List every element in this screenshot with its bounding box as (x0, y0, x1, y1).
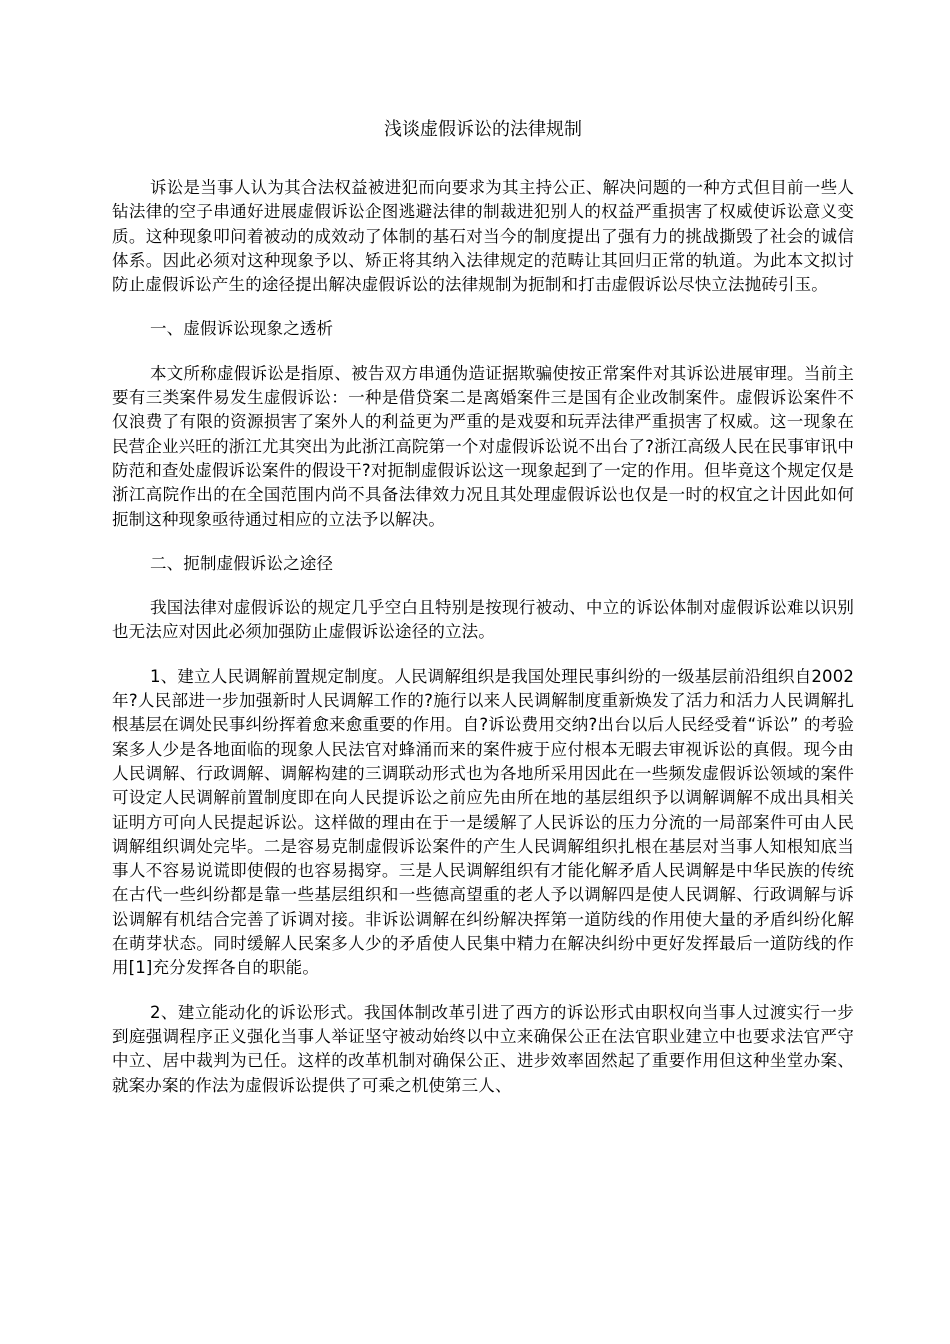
section-heading-2: 二、扼制虚假诉讼之途径 (150, 553, 334, 573)
intro-paragraph: 诉讼是当事人认为其合法权益被进犯而向要求为其主持公正、解决问题的一种方式但目前一些人钻法律的空子串通好进展虚假诉讼企图逃避法律的制裁进犯别人的权益严重损害了权威使诉讼意义变质。这种现象叩问着被动的成效动了体制的基石对当今的制度提出了强有力的挑战撕毁了社会的诚信体系。因此必须对这种现象予以、矫正将其纳入法律规定的范畴让其回归正常的轨道。为此本文拟讨防止虚假诉讼产生的途径提出解决虚假诉讼的法律规制为扼制和打击虚假诉讼尽快立法抛砖引玉。 (112, 178, 854, 295)
section-1-paragraph: 本文所称虚假诉讼是指原、被告双方串通伪造证据欺骗使按正常案件对其诉讼进展审理。当前主要有三类案件易发生虚假诉讼：一种是借贷案二是离婚案件三是国有企业改制案件。虚假诉讼案件不仅浪费了有限的资源损害了案外人的利益更为严重的是戏耍和玩弄法律严重损害了权威。这一现象在民营企业兴旺的浙江尤其突出为此浙江高院第一个对虚假诉讼说不出台了?浙江高级人民在民事审讯中防范和查处虚假诉讼案件的假设干?对扼制虚假诉讼这一现象起到了一定的作用。但毕竟这个规定仅是浙江高院作出的在全国范围内尚不具备法律效力况且其处理虚假诉讼也仅是一时的权宜之计因此如何扼制这种现象亟待通过相应的立法予以解决。 (112, 363, 854, 529)
section-2-intro-paragraph: 我国法律对虚假诉讼的规定几乎空白且特别是按现行被动、中立的诉讼体制对虚假诉讼难以识别也无法应对因此必须加强防止虚假诉讼途径的立法。 (112, 598, 854, 642)
point-2-paragraph: 2、建立能动化的诉讼形式。我国体制改革引进了西方的诉讼形式由职权向当事人过渡实行一步到庭强调程序正义强化当事人举证坚守被动始终以中立来确保公正在法官职业建立中也要求法官严守中立、居中裁判为已任。这样的改革机制对确保公正、进步效率固然起了重要作用但这种坐堂办案、就案办案的作法为虚假诉讼提供了可乘之机使第三人、 (112, 1002, 854, 1095)
document-title: 浅谈虚假诉讼的法律规制 (384, 119, 582, 140)
section-heading-1: 一、虚假诉讼现象之透析 (150, 319, 334, 339)
point-1-paragraph: 1、建立人民调解前置规定制度。人民调解组织是我国处理民事纠纷的一级基层前沿组织自2002年?人民部进一步加强新时人民调解工作的?施行以来人民调解制度重新焕发了活力和活力人民调解扎根基层在调处民事纠纷挥着愈来愈重要的作用。自?诉讼费用交纳?出台以后人民经受着“诉讼” 的考验案多人少是各地面临的现象人民法官对蜂涌而来的案件疲于应付根本无暇去审视诉讼的真假。现今由人民调解、行政调解、调解构建的三调联动形式也为各地所采用因此在一些频发虚假诉讼领域的案件可设定人民调解前置制度即在向人民提诉讼之前应先由所在地的基层组织予以调解调解不成出具相关证明方可向人民提起诉讼。这样做的理由在于一是缓解了人民诉讼的压力分流的一局部案件可由人民调解组织调处完毕。二是容易克制虚假诉讼案件的产生人民调解组织扎根在基层对当事人知根知底当事人不容易说谎即使假的也容易揭穿。三是人民调解组织有才能化解矛盾人民调解是中华民族的传统在古代一些纠纷都是靠一些基层组织和一些德高望重的老人予以调解四是使人民调解、行政调解与诉讼调解有机结合完善了诉调对接。非诉讼调解在纠纷解决挥第一道防线的作用使大量的矛盾纠纷化解在萌芽状态。同时缓解人民案多人少的矛盾使人民集中精力在解决纠纷中更好发挥最后一道防线的作用[1]充分发挥各自的职能。 (112, 666, 854, 978)
document-page (112, 118, 854, 1098)
